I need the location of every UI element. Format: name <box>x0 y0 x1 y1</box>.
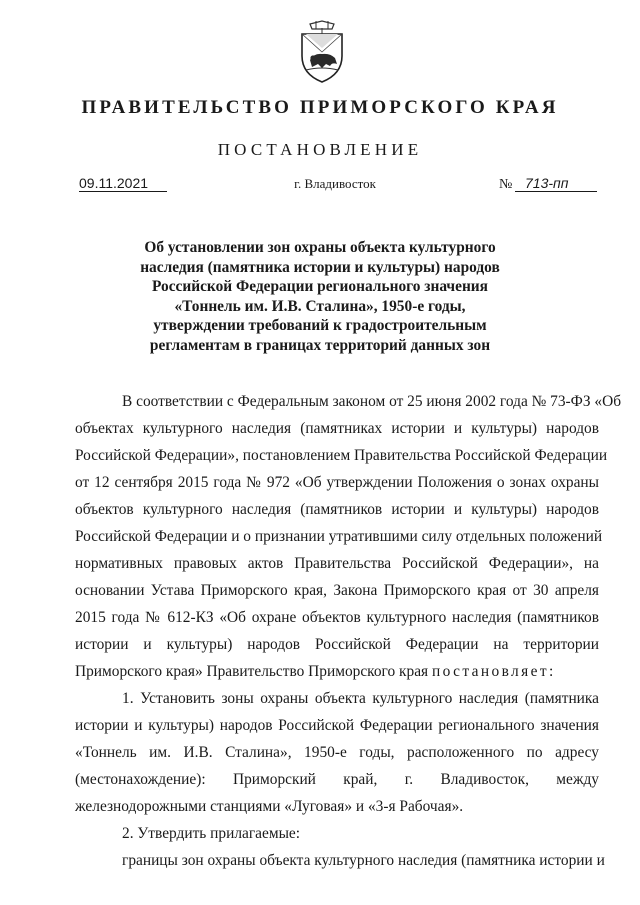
heading-line: «Тоннель им. И.В. Сталина», 1950-е годы, <box>174 297 466 315</box>
body-line: 2. Утвердить прилагаемые: <box>122 825 301 842</box>
document-date: 09.11.2021 <box>79 175 167 192</box>
body-line: (местонахождение): Приморский край, г. Владивосток, между <box>75 771 599 788</box>
government-title: ПРАВИТЕЛЬСТВО ПРИМОРСКОГО КРАЯ <box>81 97 559 118</box>
clause-1-paragraph <box>75 685 599 820</box>
body-line: основании Устава Приморского края, Закона Приморского края от 30 апреля <box>75 582 599 599</box>
heading-line: регламентам в границах территорий данных зон <box>149 336 491 354</box>
document-number-field <box>499 175 599 193</box>
resolves-word: постановляет: <box>431 663 556 680</box>
coat-of-arms-icon <box>296 20 348 84</box>
heading-line: Российской Федерации регионального значения <box>151 278 488 296</box>
body-line-last <box>75 658 599 685</box>
body-line: 2015 года № 612-КЗ «Об охране объектов культурного наследия (памятников <box>75 609 599 626</box>
body-line: Российской Федерации и о признании утратившими силу отдельных положений <box>75 528 603 545</box>
heading-line: утверждении требований к градостроительным <box>153 317 487 335</box>
body-line: 1. Установить зоны охраны объекта культурного наследия (памятника <box>122 690 599 707</box>
body-line: истории и культуры) народов Российской Федерации на территории <box>75 636 599 653</box>
body-line: объектов культурного наследия (памятников истории и культуры) народов <box>75 501 599 518</box>
body-line: Российской Федерации», постановлением Правительства Российской Федерации <box>75 447 608 464</box>
body-line: истории и культуры) народов Российской Федерации регионального значения <box>75 717 599 734</box>
resolution-prefix: Приморского края» Правительство Приморского края <box>75 663 432 680</box>
document-type: ПОСТАНОВЛЕНИЕ <box>217 140 423 159</box>
body-line: «Тоннель им. И.В. Сталина», 1950-е годы, расположенного по адресу <box>75 744 599 761</box>
clause-2-paragraph <box>75 820 599 847</box>
heading-line: Об установлении зон охраны объекта культурного <box>144 239 496 256</box>
document-body <box>75 388 622 874</box>
body-line: границы зон охраны объекта культурного наследия (памятника истории и <box>122 852 605 869</box>
preamble-paragraph <box>75 388 622 685</box>
number-sign: № <box>499 177 513 192</box>
body-line: железнодорожными станциями «Луговая» и «3-я Рабочая». <box>75 798 464 815</box>
body-line: от 12 сентября 2015 года № 972 «Об утверждении Положения о зонах охраны <box>75 474 599 491</box>
document-heading <box>0 238 640 356</box>
body-line: объектах культурного наследия (памятниках истории и культуры) народов <box>75 420 599 437</box>
heading-line: наследия (памятника истории и культуры) народов <box>140 258 500 276</box>
body-line: В соответствии с Федеральным законом от 25 июня 2002 года № 73-ФЗ «Об <box>122 393 622 410</box>
clause-2-item <box>75 847 605 874</box>
document-city: г. Владивосток <box>294 176 376 191</box>
document-number: 713-пп <box>515 175 597 192</box>
body-line: нормативных правовых актов Правительства Российской Федерации», на <box>75 555 599 572</box>
